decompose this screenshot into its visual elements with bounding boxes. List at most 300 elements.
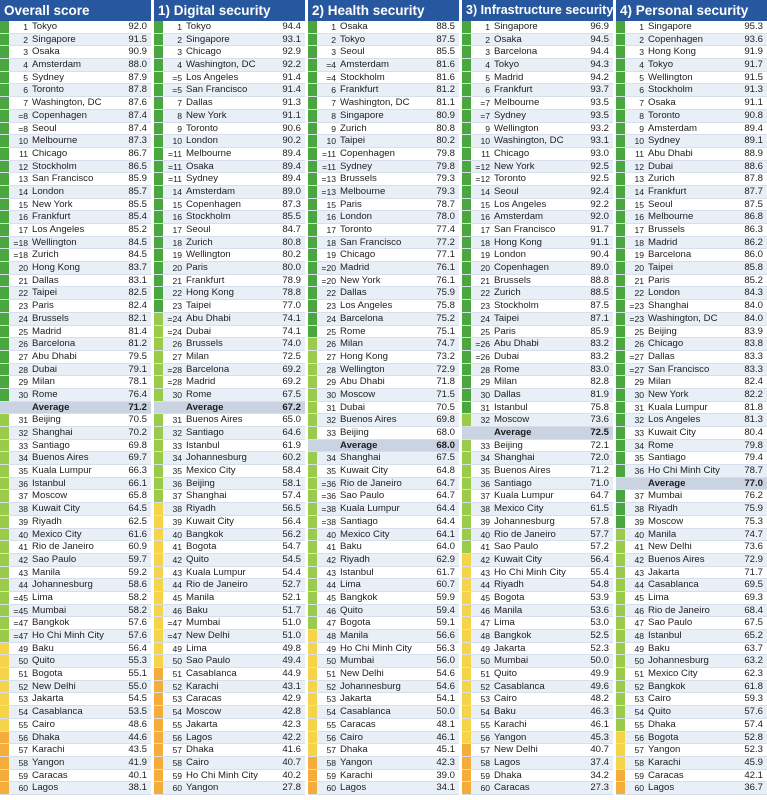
score-band-marker xyxy=(462,287,471,299)
rank-cell: 33 xyxy=(480,440,490,451)
city-cell: Barcelona xyxy=(648,249,692,261)
score-band-marker xyxy=(462,668,471,680)
rank-cell: =47 xyxy=(167,618,182,629)
rank-cell: 7 xyxy=(177,98,182,109)
score-cell: 34.2 xyxy=(590,769,609,781)
table-row xyxy=(154,97,305,110)
score-cell: 83.7 xyxy=(128,262,147,274)
table-row xyxy=(616,287,767,300)
score-cell: 62.5 xyxy=(128,515,147,527)
score-band-marker xyxy=(0,199,9,211)
rank-cell: 18 xyxy=(326,237,336,248)
table-row xyxy=(462,414,613,427)
table-row xyxy=(308,224,459,237)
table-row xyxy=(462,237,613,250)
table-row xyxy=(616,186,767,199)
score-band-marker xyxy=(154,478,163,490)
score-band-marker xyxy=(462,338,471,350)
table-row xyxy=(0,770,151,783)
score-cell: 87.4 xyxy=(128,122,147,134)
city-cell: Frankfurt xyxy=(340,84,379,96)
score-cell: 80.2 xyxy=(282,249,301,261)
rank-cell: 35 xyxy=(326,466,336,477)
rank-cell: =12 xyxy=(475,161,490,172)
city-cell: New Delhi xyxy=(186,630,230,641)
city-cell: Ho Chi Minh City xyxy=(32,630,104,641)
rank-cell: 40 xyxy=(326,529,336,540)
city-cell: Toronto xyxy=(648,109,680,121)
table-row xyxy=(154,579,305,592)
table-row xyxy=(154,84,305,97)
city-cell: Rome xyxy=(186,388,212,400)
rank-cell: =47 xyxy=(13,631,28,641)
rank-cell: 54 xyxy=(172,707,182,718)
table-row xyxy=(154,452,305,465)
rank-cell: 22 xyxy=(634,288,644,299)
score-band-marker xyxy=(308,452,317,464)
rank-cell: =7 xyxy=(480,98,490,109)
score-band-marker xyxy=(154,706,163,718)
score-band-marker xyxy=(0,351,9,363)
city-cell: Wellington xyxy=(494,122,539,134)
score-cell: 87.3 xyxy=(282,198,301,210)
score-cell: 43.5 xyxy=(128,744,147,756)
rank-cell: 35 xyxy=(480,466,490,477)
score-cell: 89.0 xyxy=(282,185,301,197)
score-band-marker xyxy=(308,668,317,680)
rank-cell: 57 xyxy=(480,745,490,756)
rank-cell: 22 xyxy=(172,288,182,299)
score-band-marker xyxy=(308,655,317,667)
score-cell: 91.3 xyxy=(744,84,763,96)
score-band-marker xyxy=(154,338,163,350)
table-row xyxy=(616,326,767,339)
city-cell: Toronto xyxy=(494,173,526,185)
score-band-marker xyxy=(616,579,625,591)
score-band-marker xyxy=(462,770,471,782)
score-band-marker xyxy=(462,440,471,452)
table-row xyxy=(154,643,305,656)
rank-cell: 12 xyxy=(634,161,644,172)
table-row xyxy=(616,338,767,351)
table-row xyxy=(0,490,151,503)
table-row xyxy=(616,516,767,529)
rank-cell: 9 xyxy=(639,123,644,134)
score-band-marker xyxy=(462,326,471,338)
score-band-marker xyxy=(0,579,9,591)
score-band-marker xyxy=(462,782,471,794)
city-cell: Brussels xyxy=(186,338,223,350)
table-row xyxy=(0,592,151,605)
score-cell: 75.3 xyxy=(744,515,763,527)
score-cell: 49.6 xyxy=(590,680,609,692)
table-row xyxy=(616,579,767,592)
table-row xyxy=(308,516,459,529)
table-row xyxy=(308,414,459,427)
score-band-marker xyxy=(0,402,9,414)
city-cell: Lima xyxy=(648,591,669,603)
score-cell: 27.3 xyxy=(590,782,609,794)
rank-cell: 14 xyxy=(18,186,28,197)
score-band-marker xyxy=(154,186,163,198)
table-row xyxy=(462,630,613,643)
score-cell: 86.5 xyxy=(128,160,147,172)
city-cell: Zurich xyxy=(340,122,367,134)
overall-score-column xyxy=(0,0,151,795)
table-row xyxy=(616,554,767,567)
city-cell: Barcelona xyxy=(32,338,76,350)
score-band-marker xyxy=(154,123,163,135)
score-cell: 71.8 xyxy=(436,376,455,388)
score-band-marker xyxy=(308,135,317,147)
table-row xyxy=(0,516,151,529)
rank-cell: 19 xyxy=(326,250,336,261)
rank-cell: 17 xyxy=(480,225,490,235)
city-cell: Dhaka xyxy=(494,769,522,781)
rank-cell: 52 xyxy=(480,681,490,692)
score-band-marker xyxy=(308,300,317,312)
table-row xyxy=(308,478,459,491)
score-cell: 80.8 xyxy=(436,122,455,134)
score-cell: 93.5 xyxy=(590,109,609,121)
city-cell: Buenos Aires xyxy=(186,414,243,426)
city-cell: Casablanca xyxy=(32,706,83,718)
score-band-marker xyxy=(616,173,625,185)
table-row xyxy=(0,173,151,186)
score-cell: 80.4 xyxy=(744,427,763,438)
table-row xyxy=(0,249,151,262)
city-cell: Kuwait City xyxy=(186,515,234,527)
score-band-marker xyxy=(308,173,317,185)
score-band-marker xyxy=(154,161,163,173)
rank-cell: 39 xyxy=(480,516,490,527)
rank-cell: 29 xyxy=(480,377,490,388)
city-cell: Karachi xyxy=(340,769,373,781)
score-band-marker xyxy=(616,630,625,642)
score-cell: 89.1 xyxy=(744,135,763,147)
score-cell: 85.9 xyxy=(128,173,147,185)
table-row xyxy=(308,84,459,97)
rank-cell: 26 xyxy=(634,339,644,350)
table-row xyxy=(616,123,767,136)
table-row xyxy=(462,516,613,529)
score-cell: 49.9 xyxy=(590,668,609,680)
rank-cell: 49 xyxy=(480,643,490,654)
table-row xyxy=(462,719,613,732)
table-row xyxy=(154,655,305,668)
score-band-marker xyxy=(616,110,625,122)
table-row xyxy=(462,313,613,326)
score-cell: 81.4 xyxy=(128,325,147,337)
city-cell: Chicago xyxy=(648,338,684,350)
city-cell: Bangkok xyxy=(648,680,686,692)
score-cell: 45.9 xyxy=(744,756,763,768)
average-row xyxy=(308,440,459,453)
table-row xyxy=(462,592,613,605)
score-cell: 79.8 xyxy=(436,147,455,159)
rank-cell: 6 xyxy=(485,85,490,96)
score-band-marker xyxy=(616,72,625,84)
rank-cell: 3 xyxy=(485,47,490,58)
city-cell: Rio de Janeiro xyxy=(494,528,556,540)
score-cell: 59.9 xyxy=(436,591,455,603)
rank-cell: 16 xyxy=(18,212,28,223)
table-row xyxy=(0,427,151,440)
score-cell: 82.4 xyxy=(128,300,147,312)
table-row xyxy=(154,529,305,542)
score-cell: 92.2 xyxy=(282,59,301,71)
score-band-marker xyxy=(308,465,317,477)
rank-cell: 2 xyxy=(23,34,28,45)
city-cell: Baku xyxy=(186,604,208,616)
city-cell: Tokyo xyxy=(340,33,366,45)
score-band-marker xyxy=(616,770,625,782)
score-band-marker xyxy=(616,478,625,490)
city-cell: Lima xyxy=(186,642,207,654)
table-row xyxy=(308,782,459,795)
city-cell: Sydney xyxy=(32,71,64,83)
city-cell: Johannesburg xyxy=(340,680,401,692)
rank-cell: 4 xyxy=(23,60,28,71)
score-cell: 87.8 xyxy=(128,84,147,96)
score-band-marker xyxy=(308,161,317,173)
rank-cell: 54 xyxy=(480,707,490,718)
city-cell: Melbourne xyxy=(494,97,540,109)
score-band-marker xyxy=(616,161,625,173)
score-band-marker xyxy=(0,465,9,477)
table-row xyxy=(462,440,613,453)
score-cell: 78.1 xyxy=(128,376,147,388)
city-cell: Copenhagen xyxy=(494,262,549,274)
score-band-marker xyxy=(462,757,471,769)
city-cell: Wellington xyxy=(186,249,231,261)
city-cell: Copenhagen xyxy=(186,198,241,210)
rank-cell: 31 xyxy=(634,402,644,413)
table-row xyxy=(0,617,151,630)
rank-cell: 21 xyxy=(480,275,490,286)
score-cell: 79.3 xyxy=(436,173,455,185)
city-cell: Frankfurt xyxy=(648,185,687,197)
score-cell: 87.5 xyxy=(744,198,763,210)
city-cell: Dubai xyxy=(32,363,58,375)
score-band-marker xyxy=(308,617,317,629)
table-row xyxy=(462,478,613,491)
city-cell: Cairo xyxy=(340,731,363,743)
city-cell: Toronto xyxy=(340,224,372,235)
city-cell: London xyxy=(494,249,527,261)
score-cell: 88.0 xyxy=(128,59,147,71)
score-cell: 69.7 xyxy=(128,452,147,464)
score-band-marker xyxy=(0,541,9,553)
score-band-marker xyxy=(308,541,317,553)
city-cell: Hong Kong xyxy=(32,262,81,274)
table-row xyxy=(462,351,613,364)
score-band-marker xyxy=(0,427,9,439)
city-cell: Amsterdam xyxy=(32,59,82,71)
score-cell: 80.0 xyxy=(282,262,301,274)
city-cell: Osaka xyxy=(340,21,368,32)
table-row xyxy=(462,643,613,656)
table-row xyxy=(308,693,459,706)
score-cell: 88.6 xyxy=(744,160,763,172)
rank-cell: 31 xyxy=(18,415,28,426)
table-row xyxy=(308,732,459,745)
table-row xyxy=(308,490,459,503)
rank-cell: 36 xyxy=(172,478,182,489)
score-band-marker xyxy=(154,402,163,414)
rank-cell: 40 xyxy=(18,529,28,540)
score-band-marker xyxy=(0,478,9,490)
score-band-marker xyxy=(154,275,163,287)
score-band-marker xyxy=(0,326,9,338)
score-band-marker xyxy=(462,655,471,667)
city-cell: Sao Paulo xyxy=(186,655,231,667)
table-row xyxy=(0,693,151,706)
table-row xyxy=(462,275,613,288)
city-cell: Mexico City xyxy=(494,503,544,515)
score-band-marker xyxy=(154,427,163,439)
table-row xyxy=(0,110,151,123)
table-row xyxy=(462,402,613,415)
rank-cell: 37 xyxy=(172,491,182,502)
score-band-marker xyxy=(0,617,9,629)
table-row xyxy=(308,21,459,34)
rank-cell: 56 xyxy=(480,732,490,743)
city-cell: Hong Kong xyxy=(186,287,235,299)
rank-cell: =13 xyxy=(321,186,336,197)
rank-cell: 33 xyxy=(172,440,182,451)
city-cell: Rome xyxy=(340,325,366,337)
city-cell: Milan xyxy=(494,376,517,388)
rank-cell: 43 xyxy=(480,567,490,578)
rank-cell: 30 xyxy=(326,389,336,400)
rank-cell xyxy=(163,402,186,414)
rank-cell: 38 xyxy=(18,504,28,515)
rank-cell: 51 xyxy=(326,669,336,680)
score-cell: 61.8 xyxy=(744,680,763,692)
city-cell: Washington, DC xyxy=(340,97,410,109)
rank-cell: 15 xyxy=(326,199,336,210)
city-cell: Milan xyxy=(32,376,55,388)
rank-cell: 53 xyxy=(172,694,182,705)
table-row xyxy=(154,72,305,85)
score-cell: 91.4 xyxy=(282,84,301,96)
score-cell: 77.0 xyxy=(282,300,301,312)
score-cell: 52.7 xyxy=(282,579,301,591)
score-cell: 94.4 xyxy=(590,46,609,58)
rank-cell: =8 xyxy=(18,110,28,121)
table-row xyxy=(462,579,613,592)
city-cell: Sydney xyxy=(186,173,218,185)
score-band-marker xyxy=(616,719,625,731)
table-row xyxy=(154,326,305,339)
score-band-marker xyxy=(308,59,317,71)
score-band-marker xyxy=(0,655,9,667)
score-cell: 45.3 xyxy=(590,731,609,743)
city-cell: Seoul xyxy=(186,224,211,235)
city-cell: Milan xyxy=(340,338,363,350)
city-cell: Paris xyxy=(340,198,362,210)
score-cell: 88.9 xyxy=(744,147,763,159)
city-cell: Rio de Janeiro xyxy=(648,604,710,616)
table-row xyxy=(154,21,305,34)
city-cell: Kuwait City xyxy=(340,465,388,477)
rank-cell: =11 xyxy=(168,148,182,159)
score-band-marker xyxy=(0,452,9,464)
table-row xyxy=(616,34,767,47)
city-cell: Caracas xyxy=(186,693,222,705)
score-cell: 41.6 xyxy=(282,744,301,756)
city-cell: Ho Chi Minh City xyxy=(648,465,720,477)
score-cell: 89.4 xyxy=(744,122,763,134)
rank-cell: 32 xyxy=(326,415,336,426)
score-band-marker xyxy=(462,643,471,655)
score-cell: 46.3 xyxy=(590,706,609,718)
rank-cell: =38 xyxy=(321,504,336,515)
city-cell: Amsterdam xyxy=(340,59,390,71)
table-row xyxy=(308,617,459,630)
score-band-marker xyxy=(616,46,625,58)
score-cell: 59.4 xyxy=(436,604,455,616)
score-cell: 27.8 xyxy=(282,782,301,794)
score-band-marker xyxy=(0,592,9,604)
city-cell: Mumbai xyxy=(648,490,683,502)
score-band-marker xyxy=(154,440,163,452)
table-row xyxy=(0,630,151,643)
score-cell: 74.1 xyxy=(282,312,301,324)
rank-cell: 41 xyxy=(634,542,644,553)
city-cell: Sydney xyxy=(340,160,372,172)
rank-cell: 31 xyxy=(480,402,490,413)
score-cell: 91.4 xyxy=(282,71,301,83)
score-cell: 64.7 xyxy=(590,490,609,502)
score-cell: 95.3 xyxy=(744,21,763,32)
score-cell: 80.9 xyxy=(436,109,455,121)
rank-cell: =28 xyxy=(167,377,182,388)
score-cell: 63.2 xyxy=(744,655,763,667)
score-band-marker xyxy=(154,59,163,71)
rank-cell: 27 xyxy=(18,351,28,362)
city-cell: Chicago xyxy=(186,46,222,58)
score-band-marker xyxy=(308,643,317,655)
rank-cell: =11 xyxy=(168,161,182,172)
city-cell: Taipei xyxy=(648,262,674,274)
score-cell: 84.5 xyxy=(128,236,147,248)
score-band-marker xyxy=(462,503,471,515)
score-cell: 54.5 xyxy=(282,553,301,565)
score-cell: 92.0 xyxy=(128,21,147,32)
city-cell: Moscow xyxy=(494,414,530,426)
city-cell: Bogota xyxy=(648,731,679,743)
city-cell: Quito xyxy=(32,655,55,667)
score-band-marker xyxy=(616,757,625,769)
score-cell: 60.7 xyxy=(436,579,455,591)
city-cell: Cairo xyxy=(32,718,55,730)
score-band-marker xyxy=(154,744,163,756)
score-band-marker xyxy=(308,287,317,299)
score-cell: 82.8 xyxy=(590,376,609,388)
city-cell: Paris xyxy=(648,274,670,286)
table-row xyxy=(462,211,613,224)
table-row xyxy=(616,313,767,326)
score-cell: 64.8 xyxy=(436,465,455,477)
city-cell: Bangkok xyxy=(340,591,378,603)
table-row xyxy=(0,148,151,161)
table-row xyxy=(154,389,305,402)
score-cell: 50.0 xyxy=(436,706,455,718)
score-cell: 73.6 xyxy=(590,414,609,426)
city-cell: Brussels xyxy=(494,274,531,286)
